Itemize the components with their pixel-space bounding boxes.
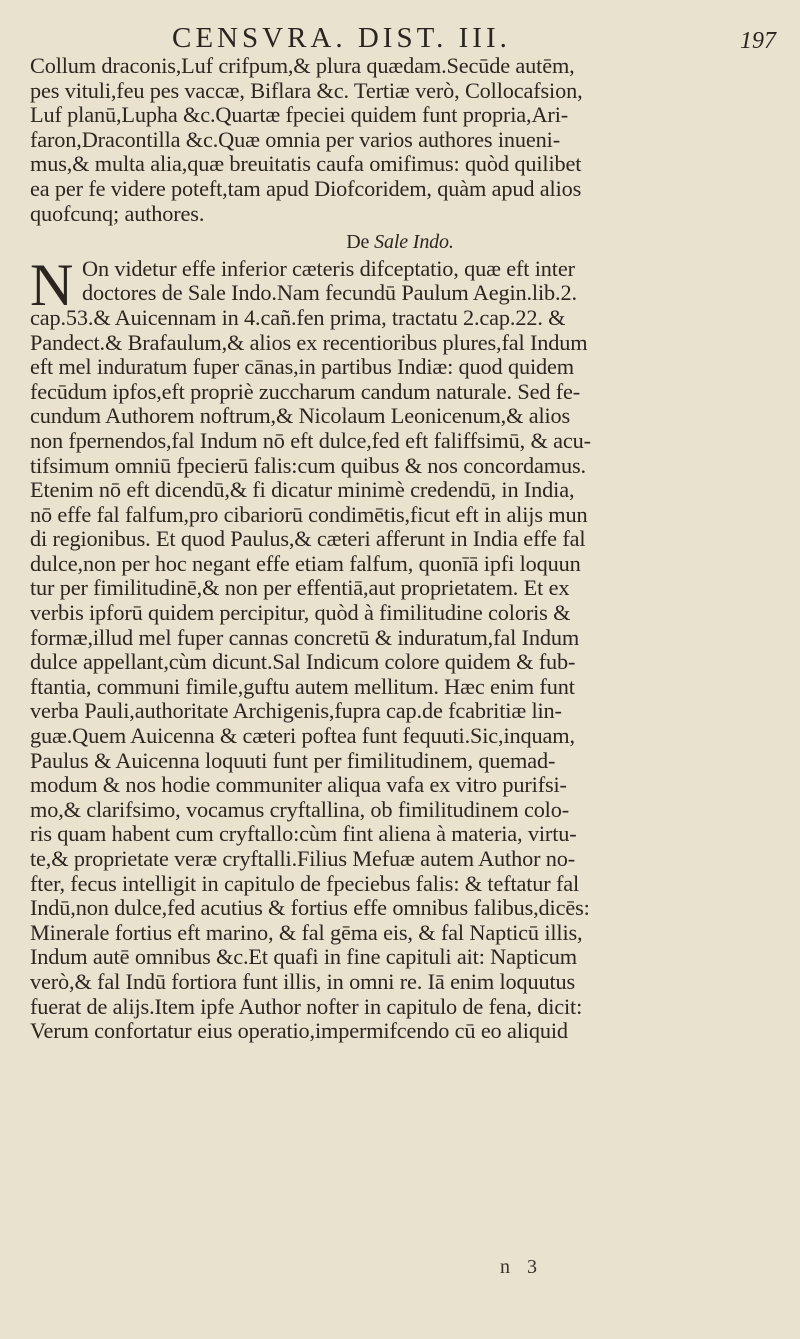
text-line: tifsimum omniū fpecierū falis:cum quibus & nos concordamus. — [30, 452, 586, 478]
text-line: verba Pauli,authoritate Archigenis,fupra cap.de fcabritiæ lin- — [30, 698, 562, 724]
paragraph-2 — [30, 251, 770, 1044]
section-heading-prefix: De — [346, 231, 375, 254]
running-head-title: CENSVRA. DIST. III. — [172, 22, 511, 54]
text-line: dulce appellant,cùm dicunt.Sal Indicum colore quidem & fub- — [30, 649, 576, 675]
text-line: verbis ipforū quidem percipitur, quòd à fimilitudine coloris & — [30, 600, 571, 626]
text-line: te,& proprietate veræ cryftalli.Filius Mefuæ autem Author no- — [30, 846, 576, 871]
text-line: Indum autē omnibus &c.Et quafi in fine capituli ait: Napticum — [30, 944, 577, 970]
text-line: doctores de Sale Indo.Nam fecundū Paulum Aegin.lib.2. — [82, 280, 577, 306]
text-line: nō effe fal falfum,pro cibariorū condimētis,ficut eft in alijs mun — [30, 501, 588, 527]
text-line: fter, fecus intelligit in capitulo de fpeciebus falis: & teftatur fal — [30, 870, 580, 896]
text-line: tur per fimilitudinē,& non per effentiā,aut proprietatem. Et ex — [30, 575, 570, 601]
text-line: verò,& fal Indū fortiora funt illis, in omni re. Iā enim loquutus — [30, 968, 576, 994]
section-heading — [30, 230, 770, 255]
text-line: ris quam habent cum cryftallo:cùm fint aliena à materia, virtu- — [30, 821, 577, 847]
signature-mark: n 3 — [500, 1256, 543, 1278]
text-line: dulce,non per hoc negant effe etiam falfum, quonīā ipfi loquun — [30, 550, 581, 576]
text-line: Pandect.& Brafaulum,& alios ex recentioribus plures,fal Indum — [30, 329, 588, 355]
text-line: guæ.Quem Auicenna & cæteri poftea funt fequuti.Sic,inquam, — [30, 723, 575, 749]
text-line: cundum Authorem noftrum,& Nicolaum Leonicenum,& alios — [30, 403, 571, 429]
text-line: non fpernendos,fal Indum nō eft dulce,fed eft faliffsimū, & acu- — [30, 427, 591, 453]
text-line: ea per fe videre poteft,tam apud Diofcoridem, quàm apud alios — [30, 175, 582, 201]
text-body — [30, 54, 770, 1044]
drop-capital: N — [30, 251, 74, 318]
text-line: mus,& multa alia,quæ breuitatis caufa omifimus: quòd quilibet — [30, 151, 582, 177]
text-line: Indū,non dulce,fed acutius & fortius effe omnibus falibus,dicēs: — [30, 895, 590, 921]
text-line: formæ,illud mel fuper cannas concretū & induratum,fal Indum — [30, 624, 580, 650]
text-line: Luf planū,Lupha &c.Quartæ fpeciei quidem funt propria,Ari- — [30, 102, 569, 128]
text-line: Paulus & Auicenna loquuti funt per fimilitudinem, quemad- — [30, 747, 556, 773]
text-line: mo,& clarifsimo, vocamus cryftallina, ob fimilitudinem colo- — [30, 796, 570, 822]
text-line: fecūdum ipfos,eft propriè zuccharum candum naturale. Sed fe- — [30, 378, 581, 404]
text-line: On videtur effe inferior cæteris difceptatio, quæ eft inter — [82, 255, 575, 281]
text-line: Verum confortatur eius operatio,impermifcendo cū eo aliquid — [30, 1018, 568, 1044]
text-line: faron,Dracontilla &c.Quæ omnia per varios authores inueni- — [30, 126, 560, 152]
text-line: modum & nos hodie communiter aliqua vafa ex vitro purifsi- — [30, 772, 567, 798]
section-heading-title: Sale Indo. — [374, 231, 454, 254]
paragraph-1 — [30, 54, 770, 226]
paragraph-2-lines — [30, 306, 770, 1044]
text-line: Collum draconis,Luf crifpum,& plura quædam.Secūde autēm, — [30, 53, 575, 78]
text-line: cap.53.& Auicennam in 4.cañ.fen prima, tractatu 2.cap.22. & — [30, 304, 566, 330]
text-line: eft mel induratum fuper cānas,in partibus Indiæ: quod quidem — [30, 354, 574, 380]
text-line: Minerale fortius eft marino, & fal gēma eis, & fal Napticū illis, — [30, 919, 583, 945]
text-line: ftantia, communi fimile,guftu autem mellitum. Hæc enim funt — [30, 673, 575, 699]
text-line: fuerat de alijs.Item ipfe Author nofter in capitulo de fena, dicit: — [30, 993, 583, 1019]
text-line: di regionibus. Et quod Paulus,& cæteri afferunt in India effe fal — [30, 526, 586, 552]
page-number: 197 — [740, 28, 776, 54]
text-line: Etenim nō eft dicendū,& fi dicatur minimè credendū, in India, — [30, 477, 575, 503]
text-line: quofcunq; authores. — [30, 200, 205, 226]
text-line: pes vituli,feu pes vaccæ, Biflara &c. Tertiæ verò, Collocafsion, — [30, 77, 583, 103]
